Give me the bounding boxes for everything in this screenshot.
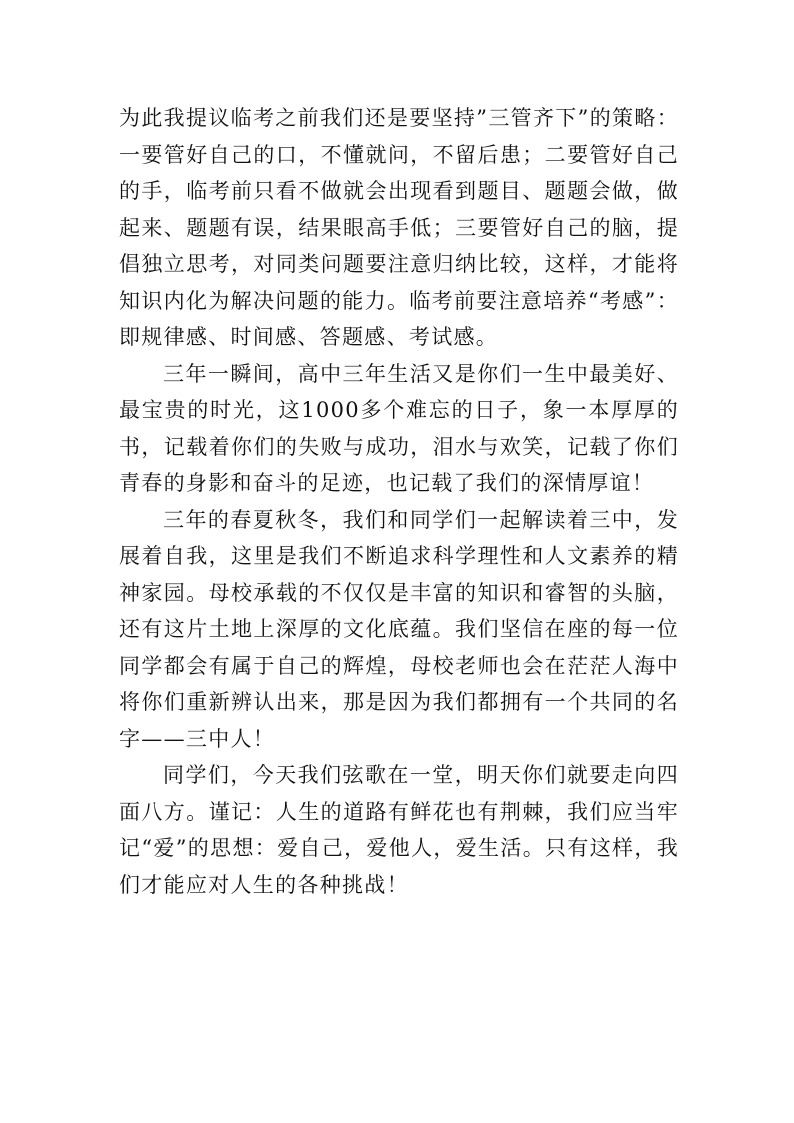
paragraph-three-years: 三年一瞬间，高中三年生活又是你们一生中最美好、最宝贵的时光，这1000多个难忘的日子，象一本厚厚的书，记载着你们的失败与成功，泪水与欢笑，记载了你们青春的身影和奋斗的足迹，也记载了我们的深情厚谊！ bbox=[119, 361, 679, 495]
paragraph-farewell: 同学们，今天我们弦歌在一堂，明天你们就要走向四面八方。谨记：人生的道路有鲜花也有荆棘，我们应当牢记“爱”的思想：爱自己，爱他人，爱生活。只有这样，我们才能应对人生的各种挑战！ bbox=[119, 763, 679, 897]
paragraph-alma-mater: 三年的春夏秋冬，我们和同学们一起解读着三中，发展着自我，这里是我们不断追求科学理性和人文素养的精神家园。母校承载的不仅仅是丰富的知识和睿智的头脑，还有这片土地上深厚的文化底蕴。我们坚信在座的每一位同学都会有属于自己的辉煌，母校老师也会在茫茫人海中将你们重新辨认出来，那是因为我们都拥有一个共同的名字——三中人！ bbox=[119, 507, 679, 751]
paragraph-exam-strategy: 为此我提议临考之前我们还是要坚持”三管齐下”的策略：一要管好自己的口，不懂就问，不留后患；二要管好自己的手，临考前只看不做就会出现看到题目、题题会做，做起来、题题有误，结果眼高手低；三要管好自己的脑，提倡独立思考，对同类问题要注意归纳比较，这样，才能将知识内化为解决问题的能力。临考前要注意培养“考感”：即规律感、时间感、答题感、考试感。 bbox=[119, 106, 679, 349]
document-body bbox=[119, 100, 679, 903]
